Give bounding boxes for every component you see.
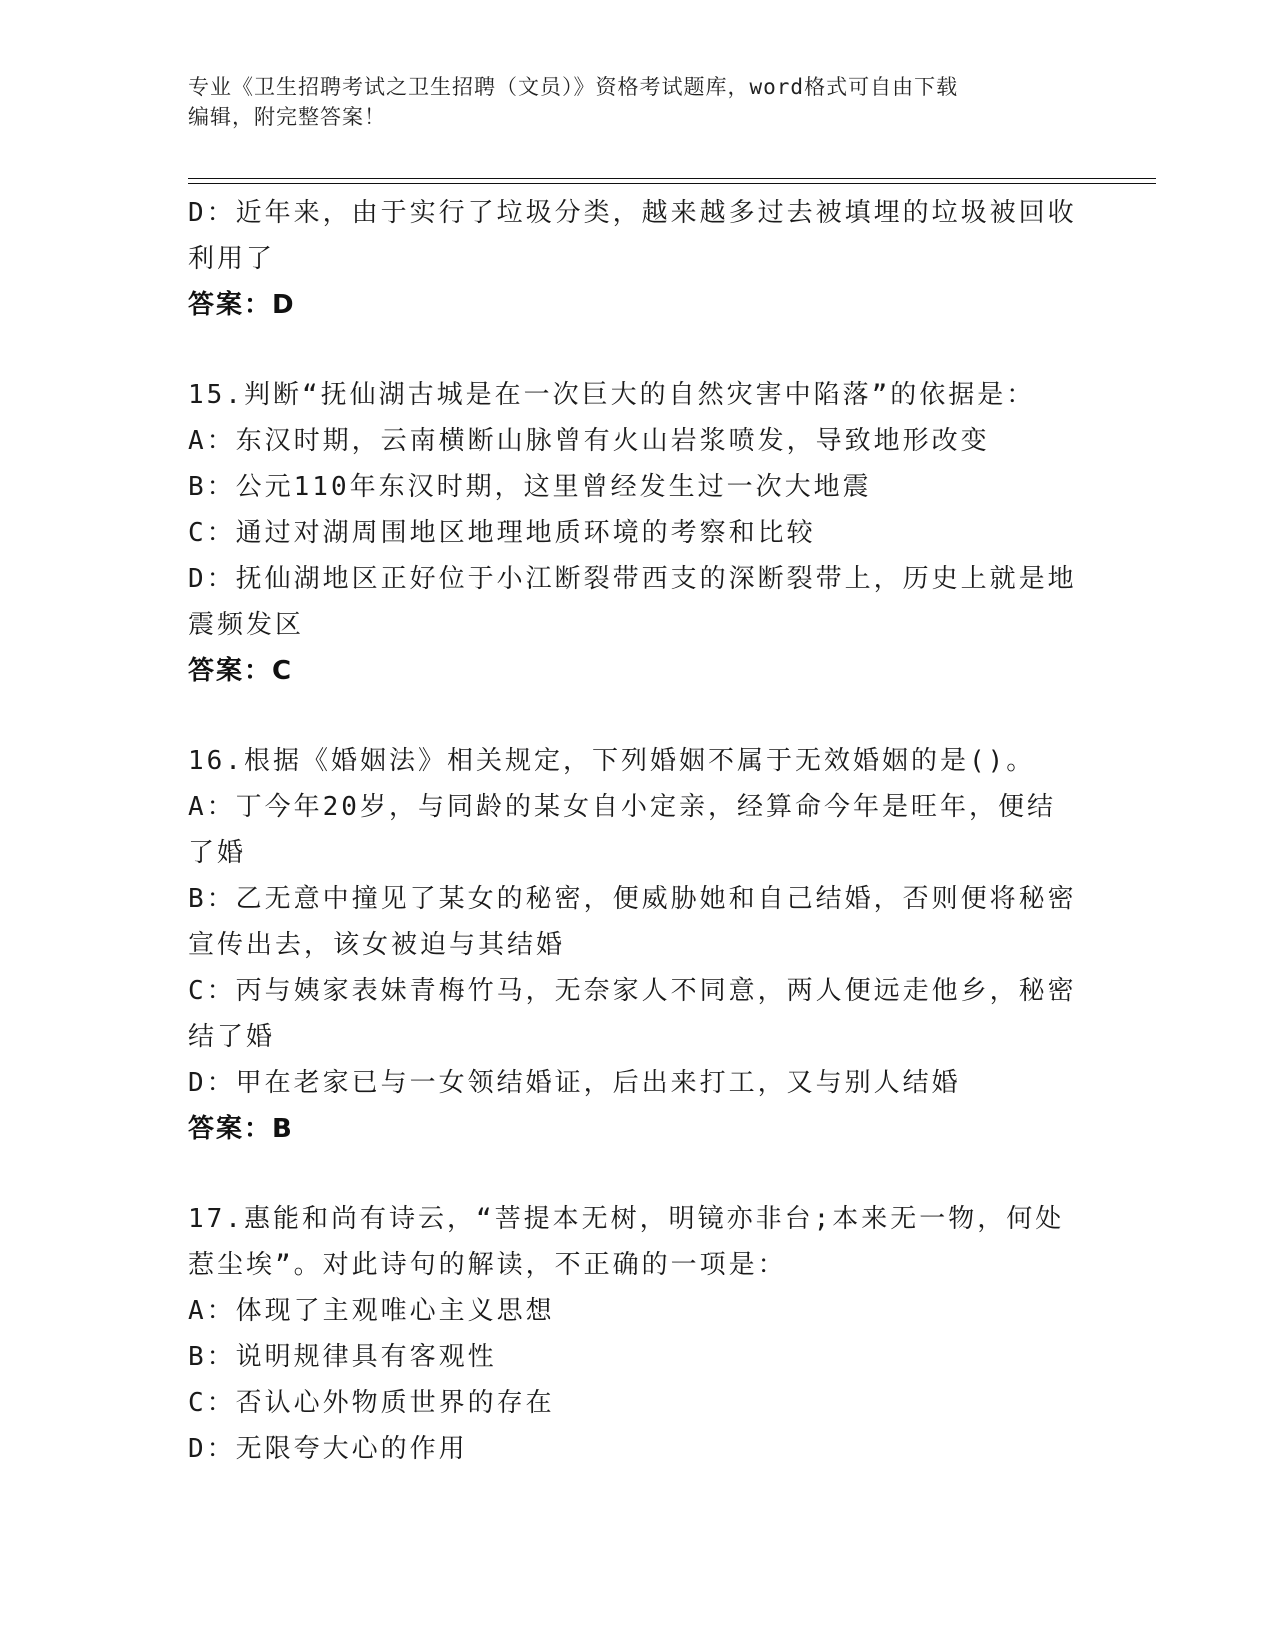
option-b: B：乙无意中撞见了某女的秘密，便威胁她和自己结婚，否则便将秘密 bbox=[188, 884, 1077, 914]
option-b: B：说明规律具有客观性 bbox=[188, 1342, 497, 1372]
option-line: D：近年来，由于实行了垃圾分类，越来越多过去被填埋的垃圾被回收 bbox=[188, 198, 1077, 228]
option-b: B：公元110年东汉时期，这里曾经发生过一次大地震 bbox=[188, 472, 872, 502]
question-stem-continued: 惹尘埃”。对此诗句的解读，不正确的一项是： bbox=[188, 1250, 787, 1280]
carryover-block bbox=[188, 190, 1088, 328]
option-a-continued: 了婚 bbox=[188, 838, 247, 868]
header-divider-top bbox=[188, 178, 1156, 179]
option-c: C：否认心外物质世界的存在 bbox=[188, 1388, 555, 1418]
question-stem: 17.惠能和尚有诗云，“菩提本无树，明镜亦非台;本来无一物，何处 bbox=[188, 1204, 1065, 1234]
document-header bbox=[188, 72, 1068, 132]
option-a: A：东汉时期，云南横断山脉曾有火山岩浆喷发，导致地形改变 bbox=[188, 426, 990, 456]
option-d-continued: 震频发区 bbox=[188, 610, 305, 640]
option-d: D：无限夸大心的作用 bbox=[188, 1434, 468, 1464]
spacer bbox=[188, 328, 1088, 372]
question-16 bbox=[188, 738, 1088, 1152]
spacer bbox=[188, 694, 1088, 738]
option-c-continued: 结了婚 bbox=[188, 1022, 276, 1052]
option-c: C：通过对湖周围地区地理地质环境的考察和比较 bbox=[188, 518, 816, 548]
document-body bbox=[188, 190, 1088, 1472]
header-line-2: 编辑，附完整答案！ bbox=[188, 105, 386, 129]
question-17 bbox=[188, 1196, 1088, 1472]
answer-line: 答案：C bbox=[188, 656, 294, 686]
answer-line: 答案：B bbox=[188, 1114, 294, 1144]
option-c: C：丙与姨家表妹青梅竹马，无奈家人不同意，两人便远走他乡，秘密 bbox=[188, 976, 1077, 1006]
header-divider-bottom bbox=[188, 183, 1156, 184]
question-15 bbox=[188, 372, 1088, 694]
option-b-continued: 宣传出去，该女被迫与其结婚 bbox=[188, 930, 566, 960]
answer-line: 答案：D bbox=[188, 290, 296, 320]
question-stem: 16.根据《婚姻法》相关规定，下列婚姻不属于无效婚姻的是()。 bbox=[188, 746, 1036, 776]
option-d: D：甲在老家已与一女领结婚证，后出来打工，又与别人结婚 bbox=[188, 1068, 961, 1098]
option-a: A：丁今年20岁，与同龄的某女自小定亲，经算命今年是旺年，便结 bbox=[188, 792, 1056, 822]
spacer bbox=[188, 1152, 1088, 1196]
header-line-1: 专业《卫生招聘考试之卫生招聘（文员）》资格考试题库，word格式可自由下载 bbox=[188, 75, 959, 99]
option-line: 利用了 bbox=[188, 244, 276, 274]
option-a: A：体现了主观唯心主义思想 bbox=[188, 1296, 555, 1326]
option-d: D：抚仙湖地区正好位于小江断裂带西支的深断裂带上，历史上就是地 bbox=[188, 564, 1077, 594]
question-stem: 15.判断“抚仙湖古城是在一次巨大的自然灾害中陷落”的依据是： bbox=[188, 380, 1036, 410]
